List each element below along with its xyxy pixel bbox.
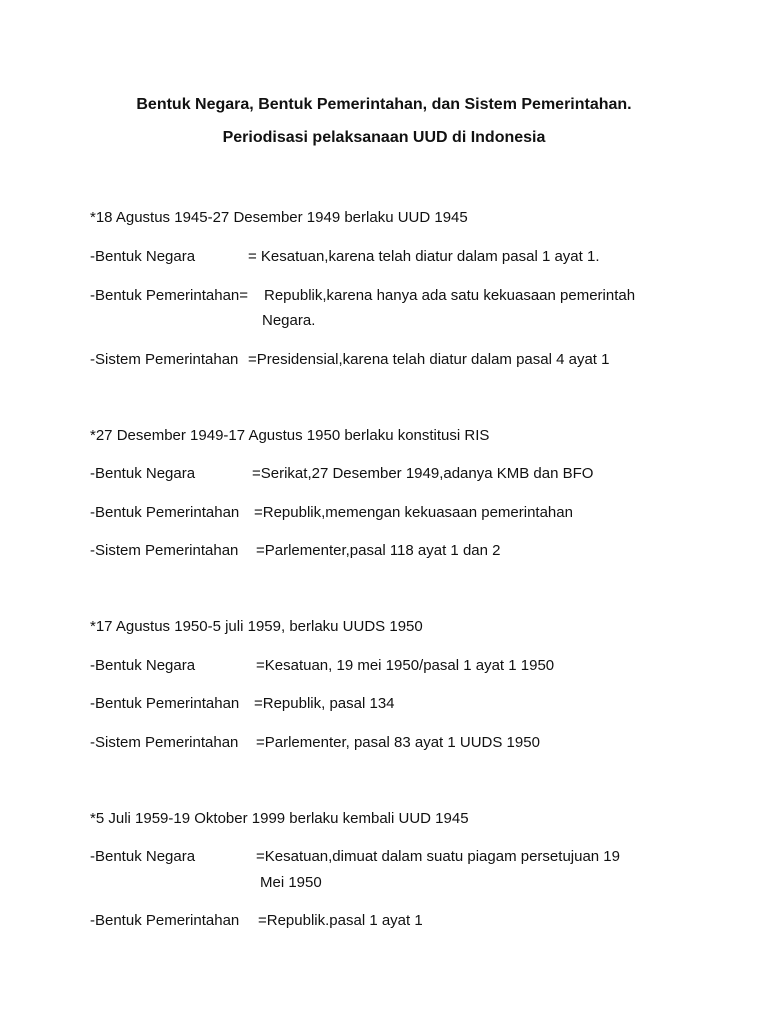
bentuk-negara-continuation: Mei 1950: [260, 874, 322, 891]
sistem-pemerintahan-label: -Sistem Pemerintahan: [90, 542, 239, 559]
bentuk-pemerintahan-value: =Republik,memengan kekuasaan pemerintahan: [254, 504, 573, 521]
bentuk-negara-label: -Bentuk Negara: [90, 848, 196, 865]
bentuk-negara-value: = Kesatuan,karena telah diatur dalam pasal 1 ayat 1.: [248, 248, 600, 265]
section-2-heading: *27 Desember 1949-17 Agustus 1950 berlaku konstitusi RIS: [90, 427, 490, 444]
bentuk-pemerintahan-label: -Bentuk Pemerintahan: [90, 912, 240, 929]
bentuk-negara-value: =Kesatuan, 19 mei 1950/pasal 1 ayat 1 1950: [256, 657, 555, 674]
bentuk-pemerintahan-value: =Republik, pasal 134: [254, 695, 395, 712]
section-4-heading: *5 Juli 1959-19 Oktober 1999 berlaku kembali UUD 1945: [90, 810, 469, 827]
section-3-heading: *17 Agustus 1950-5 juli 1959, berlaku UUDS 1950: [90, 618, 423, 635]
sistem-pemerintahan-label: -Sistem Pemerintahan: [90, 734, 239, 751]
section-1-heading: *18 Agustus 1945-27 Desember 1949 berlaku UUD 1945: [90, 209, 468, 226]
bentuk-pemerintahan-value: Republik,karena hanya ada satu kekuasaan pemerintah: [264, 287, 636, 304]
bentuk-negara-label: -Bentuk Negara: [90, 465, 196, 482]
bentuk-negara-value: =Kesatuan,dimuat dalam suatu piagam persetujuan 19: [256, 848, 620, 865]
bentuk-pemerintahan-label: -Bentuk Pemerintahan: [90, 504, 240, 521]
bentuk-negara-value: =Serikat,27 Desember 1949,adanya KMB dan BFO: [252, 465, 594, 482]
bentuk-negara-label: -Bentuk Negara: [90, 657, 196, 674]
bentuk-pemerintahan-value: =Republik.pasal 1 ayat 1: [258, 912, 423, 929]
bentuk-negara-label: -Bentuk Negara: [90, 248, 196, 265]
document-title-line-1: Bentuk Negara, Bentuk Pemerintahan, dan Sistem Pemerintahan.: [136, 96, 632, 113]
document-title-line-2: Periodisasi pelaksanaan UUD di Indonesia: [222, 129, 546, 146]
bentuk-pemerintahan-label: -Bentuk Pemerintahan=: [90, 287, 249, 304]
sistem-pemerintahan-value: =Parlementer, pasal 83 ayat 1 UUDS 1950: [256, 734, 540, 751]
sistem-pemerintahan-value: =Parlementer,pasal 118 ayat 1 dan 2: [256, 542, 501, 559]
sistem-pemerintahan-value: =Presidensial,karena telah diatur dalam pasal 4 ayat 1: [248, 351, 610, 368]
sistem-pemerintahan-label: -Sistem Pemerintahan: [90, 351, 239, 368]
bentuk-pemerintahan-label: -Bentuk Pemerintahan: [90, 695, 240, 712]
bentuk-pemerintahan-continuation: Negara.: [262, 312, 316, 329]
